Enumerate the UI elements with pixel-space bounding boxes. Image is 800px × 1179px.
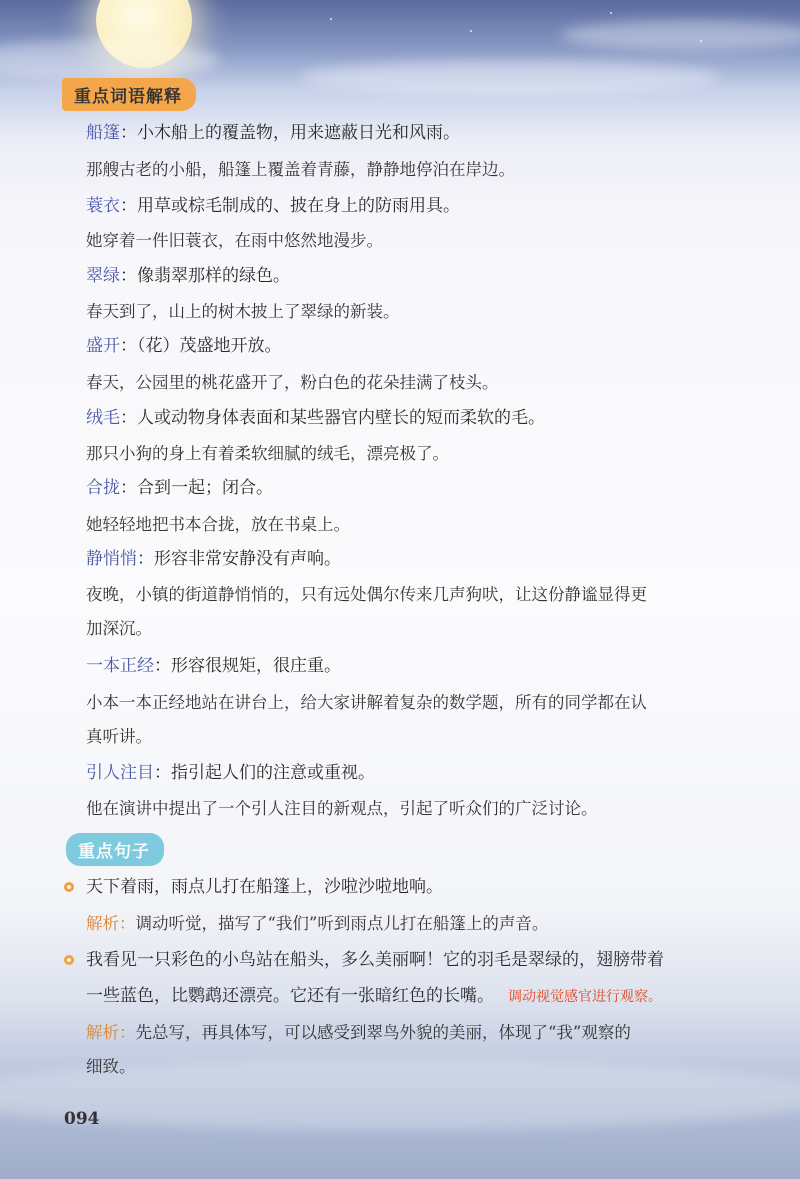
star-decoration xyxy=(700,40,702,42)
example-sentence: 春天，公园里的桃花盛开了，粉白色的花朵挂满了枝头。 xyxy=(86,373,499,392)
definition: ：（花）茂盛地开放。 xyxy=(120,336,282,356)
example-sentence: 春天到了，山上的树木披上了翠绿的新装。 xyxy=(86,302,400,321)
entry-term-line xyxy=(86,407,760,429)
entry-term-line xyxy=(86,655,760,677)
definition: ：像翡翠那样的绿色。 xyxy=(120,266,290,286)
annotation-note: 调动视觉感官进行观察。 xyxy=(508,989,662,1005)
cloud-decoration xyxy=(300,60,720,94)
analysis-line-continued: 细致。 xyxy=(86,1057,136,1076)
definition: ：指引起人们的注意或重视。 xyxy=(154,763,375,783)
bullet-icon xyxy=(64,882,74,892)
entry-term-line xyxy=(86,548,760,570)
example-sentence: 他在演讲中提出了一个引人注目的新观点，引起了听众们的广泛讨论。 xyxy=(86,799,598,818)
star-decoration xyxy=(610,12,612,14)
analysis-text: 调动听觉，描写了“我们”听到雨点儿打在船篷上的声音。 xyxy=(135,914,549,933)
entry-term-line xyxy=(86,122,760,144)
term: 合拢 xyxy=(86,478,120,498)
example-sentence: 小本一本正经地站在讲台上，给大家讲解着复杂的数学题，所有的同学都在认 xyxy=(86,693,647,712)
definition: ：形容很规矩，很庄重。 xyxy=(154,656,341,676)
key-sentence-continued xyxy=(86,985,760,1008)
entry-term-line xyxy=(86,762,760,784)
example-sentence: 她轻轻地把书本合拢，放在书桌上。 xyxy=(86,515,350,534)
key-sentence-text: 一些蓝色，比鹦鹉还漂亮。它还有一张暗红色的长嘴。 xyxy=(86,986,494,1006)
definition: ：小木船上的覆盖物，用来遮蔽日光和风雨。 xyxy=(120,123,460,143)
analysis-label: 解析： xyxy=(86,914,136,933)
key-sentence: 我看见一只彩色的小鸟站在船头，多么美丽啊！它的羽毛是翠绿的，翅膀带着 xyxy=(86,950,664,970)
analysis-label: 解析： xyxy=(86,1023,136,1042)
definition: ：形容非常安静没有声响。 xyxy=(137,549,341,569)
term: 船篷 xyxy=(86,123,120,143)
entry-term-line xyxy=(86,335,760,357)
page-number: 094 xyxy=(64,1109,100,1129)
definition: ：人或动物身体表面和某些器官内壁长的短而柔软的毛。 xyxy=(120,408,545,428)
example-sentence-continued: 真听讲。 xyxy=(86,727,152,746)
bullet-icon xyxy=(64,955,74,965)
cloud-decoration xyxy=(560,20,800,50)
example-sentence: 那艘古老的小船，船篷上覆盖着青藤，静静地停泊在岸边。 xyxy=(86,160,515,179)
term: 盛开 xyxy=(86,336,120,356)
definition: ：合到一起；闭合。 xyxy=(120,478,273,498)
star-decoration xyxy=(330,18,332,20)
term: 一本正经 xyxy=(86,656,154,676)
entry-term-line xyxy=(86,265,760,287)
section-title-key-words: 重点词语解释 xyxy=(62,78,196,111)
term: 绒毛 xyxy=(86,408,120,428)
section-title-key-sentences: 重点句子 xyxy=(66,833,164,866)
term: 引人注目 xyxy=(86,763,154,783)
example-sentence: 她穿着一件旧蓑衣，在雨中悠然地漫步。 xyxy=(86,231,383,250)
analysis-line xyxy=(86,1022,760,1044)
definition: ：用草或棕毛制成的、披在身上的防雨用具。 xyxy=(120,196,460,216)
entry-term-line xyxy=(86,195,760,217)
entry-term-line xyxy=(86,477,760,499)
star-decoration xyxy=(470,30,472,32)
term: 蓑衣 xyxy=(86,196,120,216)
analysis-line xyxy=(86,913,760,935)
term: 翠绿 xyxy=(86,266,120,286)
example-sentence: 那只小狗的身上有着柔软细腻的绒毛，漂亮极了。 xyxy=(86,444,449,463)
term: 静悄悄 xyxy=(86,549,137,569)
analysis-text: 先总写，再具体写，可以感受到翠鸟外貌的美丽，体现了“我”观察的 xyxy=(135,1023,631,1042)
key-sentence: 天下着雨，雨点儿打在船篷上，沙啦沙啦地响。 xyxy=(86,877,443,897)
cloud-decoration xyxy=(0,40,220,80)
example-sentence: 夜晚，小镇的街道静悄悄的，只有远处偶尔传来几声狗吠，让这份静谧显得更 xyxy=(86,585,647,604)
example-sentence-continued: 加深沉。 xyxy=(86,619,152,638)
